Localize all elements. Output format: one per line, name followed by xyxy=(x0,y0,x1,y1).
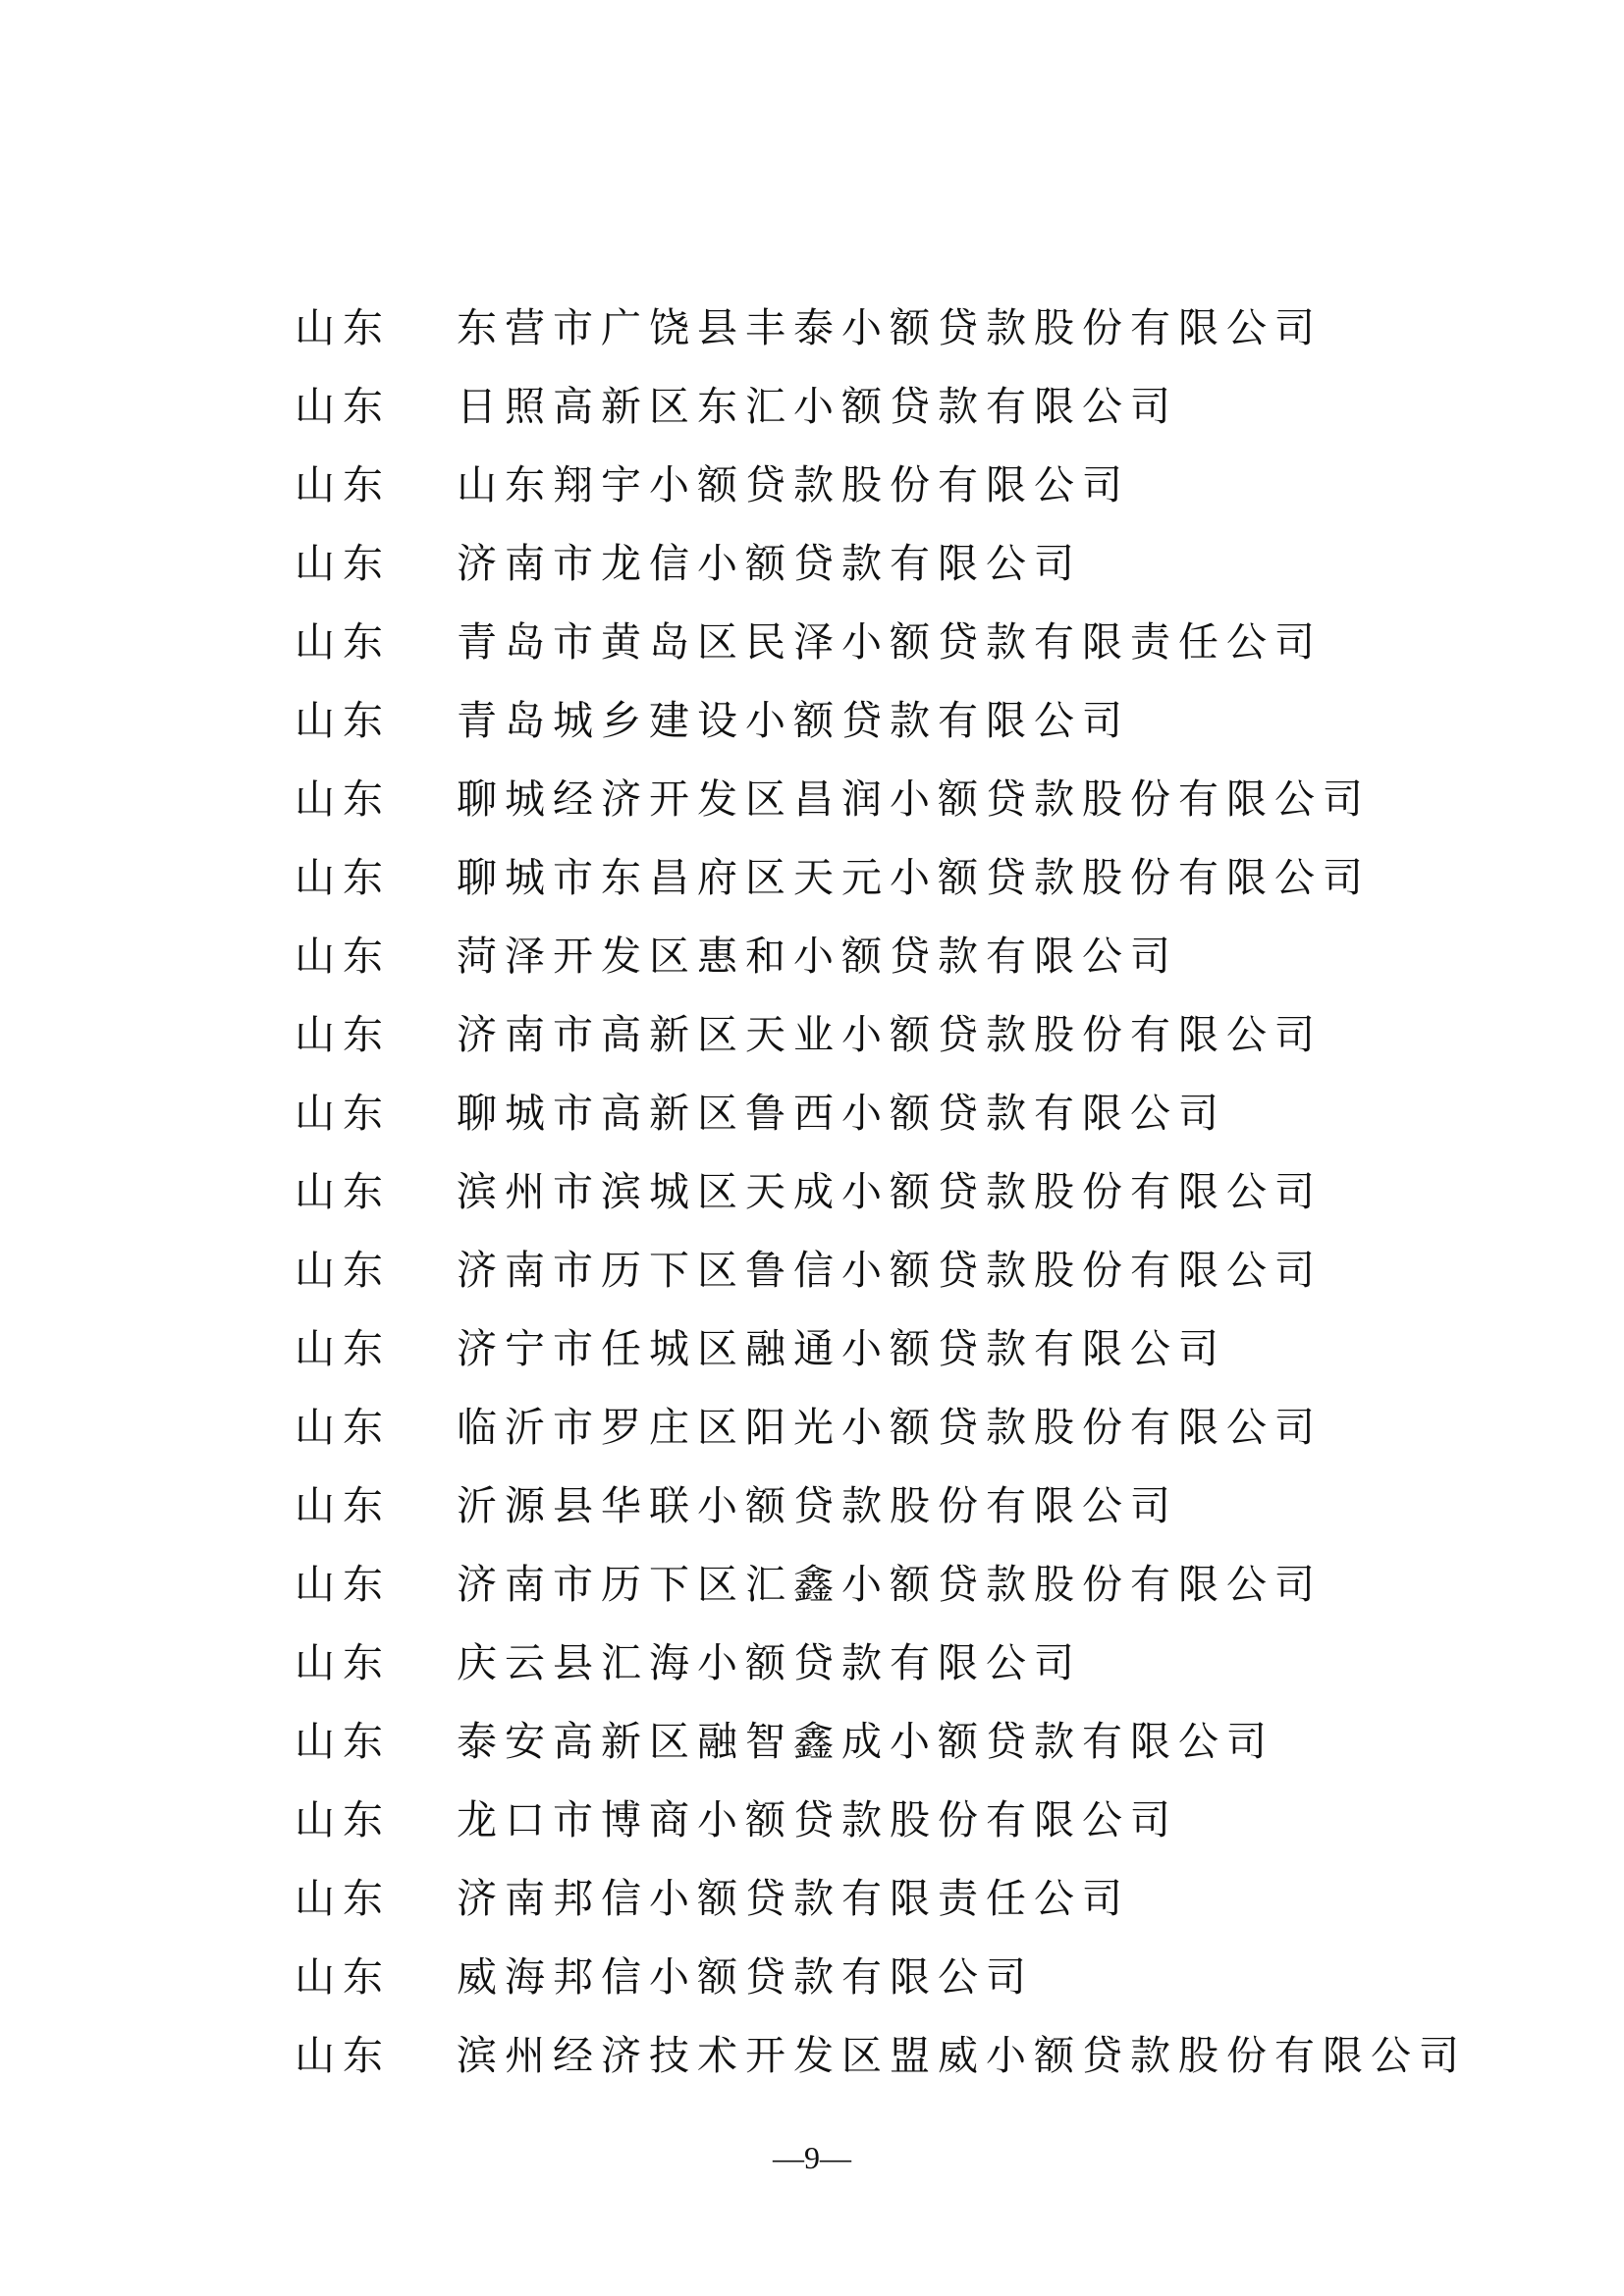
list-item xyxy=(295,677,1473,756)
company-name: 菏泽开发区惠和小额贷款有限公司 xyxy=(457,932,1178,980)
list-item xyxy=(295,1855,1473,1934)
list-item xyxy=(295,913,1473,991)
list-item xyxy=(295,834,1473,913)
company-name: 日照高新区东汇小额贷款有限公司 xyxy=(457,382,1178,430)
company-name: 东营市广饶县丰泰小额贷款股份有限公司 xyxy=(457,303,1323,351)
list-item xyxy=(295,2012,1473,2091)
province-name: 山东 xyxy=(295,539,391,587)
list-item xyxy=(295,520,1473,599)
company-name: 聊城经济开发区昌润小额贷款股份有限公司 xyxy=(457,774,1371,823)
company-name: 滨州市滨城区天成小额贷款股份有限公司 xyxy=(457,1167,1323,1215)
province-name: 山东 xyxy=(295,1167,391,1215)
province-name: 山东 xyxy=(295,1874,391,1922)
company-name: 庆云县汇海小额贷款有限公司 xyxy=(457,1638,1082,1686)
province-name: 山东 xyxy=(295,617,391,666)
province-name: 山东 xyxy=(295,1324,391,1372)
province-name: 山东 xyxy=(295,1481,391,1529)
province-name: 山东 xyxy=(295,853,391,901)
list-item xyxy=(295,1384,1473,1463)
company-name: 聊城市东昌府区天元小额贷款股份有限公司 xyxy=(457,853,1371,901)
list-item xyxy=(295,1934,1473,2012)
company-name: 山东翔宇小额贷款股份有限公司 xyxy=(457,460,1130,508)
list-item xyxy=(295,599,1473,677)
list-item xyxy=(295,285,1473,363)
company-name: 济宁市任城区融通小额贷款有限公司 xyxy=(457,1324,1226,1372)
company-name: 龙口市博商小额贷款股份有限公司 xyxy=(457,1795,1178,1843)
province-name: 山东 xyxy=(295,460,391,508)
company-name: 济南邦信小额贷款有限责任公司 xyxy=(457,1874,1130,1922)
province-name: 山东 xyxy=(295,1795,391,1843)
list-item xyxy=(295,442,1473,520)
province-name: 山东 xyxy=(295,2031,391,2079)
page-number: —9— xyxy=(773,2140,851,2175)
company-name: 济南市历下区鲁信小额贷款股份有限公司 xyxy=(457,1246,1323,1294)
province-name: 山东 xyxy=(295,1638,391,1686)
list-item xyxy=(295,1148,1473,1227)
company-name: 济南市高新区天业小额贷款股份有限公司 xyxy=(457,1010,1323,1058)
province-name: 山东 xyxy=(295,303,391,351)
list-item xyxy=(295,756,1473,834)
province-name: 山东 xyxy=(295,1403,391,1451)
company-name: 滨州经济技术开发区盟威小额贷款股份有限公司 xyxy=(457,2031,1467,2079)
company-name: 沂源县华联小额贷款股份有限公司 xyxy=(457,1481,1178,1529)
list-item xyxy=(295,1463,1473,1541)
list-item xyxy=(295,1541,1473,1620)
company-name: 聊城市高新区鲁西小额贷款有限公司 xyxy=(457,1089,1226,1137)
province-name: 山东 xyxy=(295,1089,391,1137)
province-name: 山东 xyxy=(295,1952,391,2001)
company-name: 济南市历下区汇鑫小额贷款股份有限公司 xyxy=(457,1560,1323,1608)
province-name: 山东 xyxy=(295,932,391,980)
company-name: 泰安高新区融智鑫成小额贷款有限公司 xyxy=(457,1717,1274,1765)
company-name: 青岛城乡建设小额贷款有限公司 xyxy=(457,696,1130,744)
province-name: 山东 xyxy=(295,774,391,823)
list-item xyxy=(295,1777,1473,1855)
company-name: 济南市龙信小额贷款有限公司 xyxy=(457,539,1082,587)
province-name: 山东 xyxy=(295,1560,391,1608)
company-list xyxy=(295,285,1473,2091)
list-item xyxy=(295,1698,1473,1777)
province-name: 山东 xyxy=(295,382,391,430)
province-name: 山东 xyxy=(295,696,391,744)
list-item xyxy=(295,1070,1473,1148)
list-item xyxy=(295,1306,1473,1384)
list-item xyxy=(295,1620,1473,1698)
company-name: 青岛市黄岛区民泽小额贷款有限责任公司 xyxy=(457,617,1323,666)
list-item xyxy=(295,363,1473,442)
province-name: 山东 xyxy=(295,1010,391,1058)
province-name: 山东 xyxy=(295,1717,391,1765)
company-name: 威海邦信小额贷款有限公司 xyxy=(457,1952,1034,2001)
list-item xyxy=(295,1227,1473,1306)
province-name: 山东 xyxy=(295,1246,391,1294)
list-item xyxy=(295,991,1473,1070)
company-name: 临沂市罗庄区阳光小额贷款股份有限公司 xyxy=(457,1403,1323,1451)
